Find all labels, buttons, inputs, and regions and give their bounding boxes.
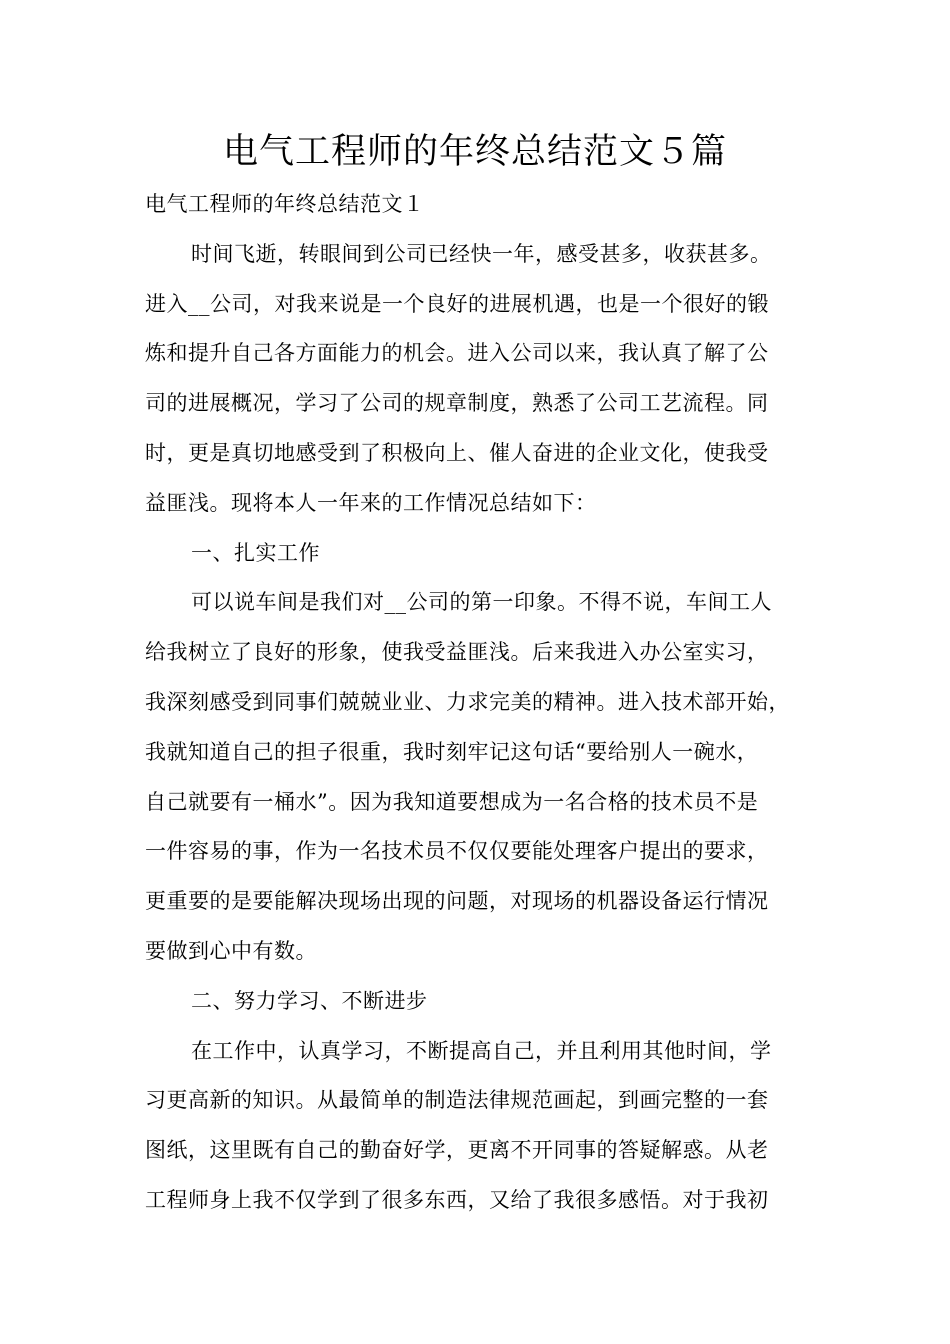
- paragraph-line: 可以说车间是我们对__公司的第一印象。不得不说，车间工人: [191, 590, 772, 615]
- subsection-heading: 二、努力学习、不断进步: [191, 988, 428, 1013]
- paragraph-line: 给我树立了良好的形象，使我受益匪浅。后来我进入办公室实习，: [145, 640, 769, 665]
- document-title: 电气工程师的年终总结范文５篇: [222, 132, 727, 172]
- paragraph-line: 司的进展概况，学习了公司的规章制度，熟悉了公司工艺流程。同: [145, 391, 769, 416]
- paragraph-line: 图纸，这里既有自己的勤奋好学，更离不开同事的答疑解惑。从老: [145, 1138, 769, 1163]
- paragraph-line: 益匪浅。现将本人一年来的工作情况总结如下：: [145, 490, 597, 515]
- paragraph-line: 我就知道自己的担子很重，我时刻牢记这句话“要给别人一碗水，: [145, 739, 759, 764]
- subsection-heading: 一、扎实工作: [191, 540, 320, 565]
- paragraph-line: 一件容易的事，作为一名技术员不仅仅要能处理客户提出的要求，: [145, 839, 769, 864]
- paragraph-line: 工程师身上我不仅学到了很多东西，又给了我很多感悟。对于我初: [145, 1187, 769, 1212]
- paragraph-line: 时，更是真切地感受到了积极向上、催人奋进的企业文化，使我受: [145, 440, 769, 465]
- paragraph-line: 时间飞逝，转眼间到公司已经快一年，感受甚多，收获甚多。: [191, 241, 772, 266]
- section-heading: 电气工程师的年终总结范文１: [145, 192, 425, 216]
- paragraph-line: 进入__公司，对我来说是一个良好的进展机遇，也是一个很好的锻: [145, 291, 769, 316]
- paragraph-line: 炼和提升自己各方面能力的机会。进入公司以来，我认真了解了公: [145, 341, 769, 366]
- paragraph-line: 自己就要有一桶水”。因为我知道要想成为一名合格的技术员不是: [145, 789, 759, 814]
- paragraph-line: 我深刻感受到同事们兢兢业业、力求完美的精神。进入技术部开始，: [145, 689, 790, 714]
- paragraph-line: 在工作中，认真学习，不断提高自己，并且利用其他时间，学: [191, 1038, 772, 1063]
- paragraph-line: 更重要的是要能解决现场出现的问题，对现场的机器设备运行情况: [145, 889, 769, 914]
- document-body: [145, 180, 825, 1226]
- paragraph-line: 要做到心中有数。: [145, 938, 317, 963]
- paragraph-line: 习更高新的知识。从最简单的制造法律规范画起，到画完整的一套: [145, 1088, 769, 1113]
